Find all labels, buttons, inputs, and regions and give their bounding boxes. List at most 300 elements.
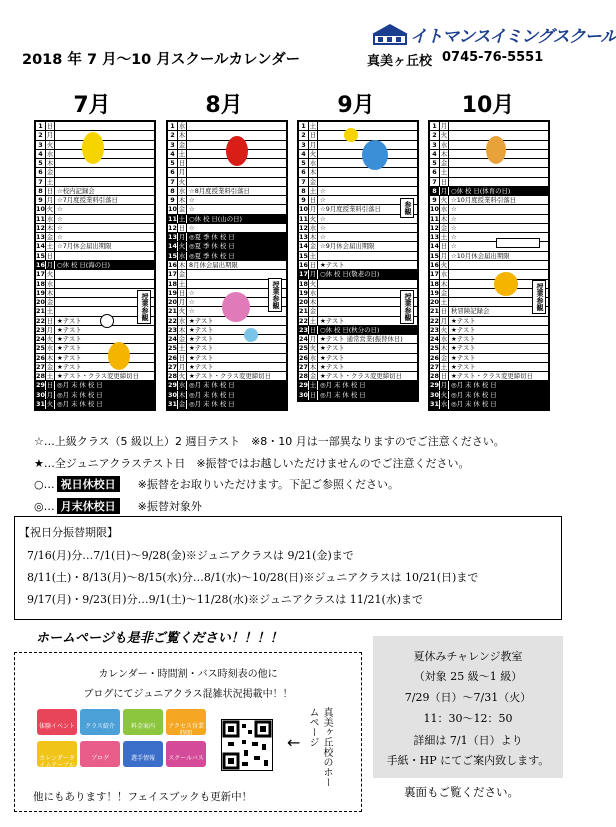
- promo-text-1: カレンダー・時間割・バス時刻表の他に: [98, 669, 278, 680]
- month-title-sep: 9月: [337, 93, 375, 118]
- calendar-day-row: [430, 400, 548, 409]
- weekday: 木: [178, 325, 186, 334]
- yellow-character-illustration: [494, 272, 518, 296]
- weekday: 火: [178, 307, 186, 316]
- calendar-day-row: [299, 159, 417, 168]
- day-note: ☆: [189, 196, 195, 205]
- day-number: 5: [299, 159, 309, 167]
- day-note: ☆: [189, 223, 195, 232]
- day-note: ☆: [320, 223, 326, 232]
- weekday: 木: [46, 288, 54, 297]
- day-note: ☆: [451, 214, 457, 223]
- day-note: ★テスト: [451, 362, 476, 371]
- weekday: 金: [178, 399, 186, 408]
- day-note: [56, 122, 154, 130]
- homepage-vertical-label: 真美ヶ丘校のホームページ: [307, 707, 332, 787]
- day-note: ◎月 末 休 校 日: [57, 399, 103, 408]
- calendar-day-row: [430, 335, 548, 344]
- day-number: 15: [299, 251, 308, 260]
- day-number: 27: [430, 362, 439, 371]
- day-number: 9: [430, 196, 440, 204]
- calendar-day-row: [299, 261, 417, 270]
- day-note: ☆10月休会届出期限: [451, 251, 510, 260]
- day-number: 18: [168, 279, 177, 288]
- weekday: 日: [46, 122, 54, 130]
- qr-code[interactable]: [221, 719, 273, 771]
- weekday: 木: [46, 159, 54, 168]
- calendar-day-row: [36, 242, 154, 251]
- homepage-link-icon[interactable]: クラス紹介: [80, 709, 120, 735]
- weekday: 木: [178, 131, 186, 140]
- day-number: 21: [299, 307, 308, 316]
- calendar-september: [297, 120, 419, 402]
- day-note: ◎夏 季 休 校 日: [189, 251, 235, 260]
- calendar-day-row: [299, 131, 417, 140]
- day-number: 3: [36, 141, 46, 149]
- day-number: 28: [168, 372, 177, 381]
- day-note: ☆: [451, 205, 457, 214]
- day-number: 15: [36, 251, 45, 260]
- weekday: 土: [178, 279, 186, 288]
- calendar-day-row: [430, 289, 548, 298]
- day-note: ◎月 末 休 校 日: [189, 381, 235, 390]
- weekday: 木: [46, 223, 54, 232]
- day-number: 22: [36, 316, 45, 325]
- calendar-day-row: [430, 307, 548, 316]
- homepage-link-icon[interactable]: 選手情報: [123, 741, 163, 767]
- calendar-day-row: [299, 150, 417, 159]
- observation-tag-august: 授業参観: [268, 278, 282, 312]
- calendar-day-row: [299, 326, 417, 335]
- calendar-day-row: [299, 354, 417, 363]
- calendar-day-row: [430, 122, 548, 131]
- day-number: 5: [36, 159, 46, 167]
- weekday: 火: [46, 399, 54, 408]
- day-number: 1: [168, 122, 178, 130]
- weekday: 水: [178, 251, 186, 260]
- day-number: 20: [299, 298, 308, 307]
- month-title-jul: 7月: [73, 93, 111, 118]
- day-number: 24: [168, 335, 177, 344]
- weekday: 火: [309, 279, 317, 288]
- day-number: 31: [36, 399, 45, 408]
- day-note: ◎夏 季 休 校 日: [189, 233, 235, 242]
- day-note: ◎月 末 休 校 日: [451, 399, 497, 408]
- day-note: ☆: [451, 242, 457, 251]
- weekday: 金: [309, 307, 317, 316]
- calendar-day-row: [36, 335, 154, 344]
- calendar-day-row: [430, 224, 548, 233]
- calendar-day-row: [36, 280, 154, 289]
- weekday: 土: [178, 344, 186, 353]
- calendar-day-row: [36, 261, 154, 270]
- day-number: 27: [168, 362, 177, 371]
- day-number: 7: [430, 178, 440, 186]
- day-number: 9: [36, 196, 46, 204]
- legend-4-note: ※振替対象外: [137, 500, 202, 513]
- day-note: ★テスト: [451, 335, 476, 344]
- calendar-day-row: [36, 122, 154, 131]
- summer-time: 11：30〜12：50: [423, 712, 513, 725]
- calendar-day-row: [36, 363, 154, 372]
- day-note: [188, 168, 286, 176]
- day-number: 17: [168, 270, 177, 279]
- calendar-day-row: [299, 187, 417, 196]
- weekday: 水: [309, 223, 317, 232]
- homepage-link-icon[interactable]: 料金案内: [123, 709, 163, 735]
- calendar-day-row: [299, 344, 417, 353]
- weekday: 火: [178, 177, 186, 186]
- day-note: [319, 178, 417, 186]
- blue-monster-illustration: [362, 140, 388, 170]
- weekday: 土: [309, 122, 317, 130]
- homepage-link-icon[interactable]: カレンダータイムテーブル: [37, 741, 77, 767]
- legend-3-note: ※振替をお取りいただけます。下記ご参照ください。: [137, 478, 399, 491]
- weekday: 水: [440, 205, 448, 214]
- day-number: 2: [430, 131, 440, 139]
- day-number: 22: [168, 316, 177, 325]
- day-note: ★テスト: [57, 335, 82, 344]
- weekday: 金: [178, 270, 186, 279]
- calendar-day-row: [299, 335, 417, 344]
- weekday: 土: [46, 372, 54, 381]
- weekday: 土: [309, 316, 317, 325]
- day-number: 21: [430, 307, 439, 316]
- weekday: 水: [309, 159, 317, 168]
- day-number: 22: [430, 316, 439, 325]
- back-side-note: 裏面もご覧ください。: [404, 785, 519, 799]
- day-number: 15: [168, 251, 177, 260]
- weekday: 火: [178, 372, 186, 381]
- calendar-day-row: [168, 122, 286, 131]
- day-number: 16: [36, 260, 45, 269]
- day-note: ☆: [189, 298, 195, 307]
- day-note: ☆: [57, 214, 63, 223]
- day-note: ☆: [189, 288, 195, 297]
- calendar-day-row: [299, 141, 417, 150]
- weekday: 日: [178, 223, 186, 232]
- weekday: 木: [178, 196, 186, 205]
- day-number: 4: [168, 150, 178, 158]
- day-note: [450, 261, 548, 269]
- day-note: ☆: [451, 223, 457, 232]
- day-note: ☆: [320, 186, 326, 195]
- weekday: 火: [440, 325, 448, 334]
- day-note: ○休 校 日(秋分の日): [320, 325, 380, 334]
- day-number: 2: [299, 131, 309, 139]
- weekday: 金: [309, 242, 317, 251]
- homepage-link-icon[interactable]: アクセス営業時間: [166, 709, 206, 735]
- day-note: [319, 252, 417, 260]
- day-note: [56, 178, 154, 186]
- calendar-day-row: [36, 391, 154, 400]
- weekday: 金: [46, 298, 54, 307]
- weekday: 金: [46, 362, 54, 371]
- day-number: 1: [36, 122, 46, 130]
- day-number: 3: [168, 141, 178, 149]
- orange-character-illustration: [486, 136, 506, 164]
- day-number: 12: [36, 223, 45, 232]
- day-number: 23: [430, 325, 439, 334]
- weekday: 金: [178, 205, 186, 214]
- weekday: 月: [309, 205, 317, 214]
- pink-monster-illustration: [222, 292, 250, 322]
- calendar-day-row: [36, 205, 154, 214]
- day-note: ☆: [189, 205, 195, 214]
- day-note: ☆8月度授業料引落日: [189, 186, 250, 195]
- calendar-day-row: [36, 215, 154, 224]
- weekday: 水: [440, 335, 448, 344]
- weekday: 月: [178, 233, 186, 242]
- weekday: 月: [440, 122, 448, 130]
- homepage-link-icon[interactable]: ブログ: [80, 741, 120, 767]
- day-note: [319, 122, 417, 130]
- day-number: 23: [168, 325, 177, 334]
- day-number: 12: [299, 223, 308, 232]
- weekday: 月: [440, 316, 448, 325]
- day-note: ☆: [320, 233, 326, 242]
- day-note: ☆: [320, 214, 326, 223]
- day-number: 21: [168, 307, 177, 316]
- weekday: 土: [178, 214, 186, 223]
- weekday: 月: [309, 270, 317, 279]
- day-number: 14: [430, 242, 439, 251]
- red-monster-illustration: [226, 136, 248, 166]
- calendar-day-row: [36, 381, 154, 390]
- page-header: [22, 48, 562, 72]
- summer-notice: 手紙・HP にてご案内致します。: [386, 754, 550, 767]
- weekday: 金: [46, 168, 54, 177]
- day-number: 18: [430, 279, 439, 288]
- weekday: 月: [309, 335, 317, 344]
- day-note: ☆: [57, 223, 63, 232]
- day-note: ☆7月休会届出期限: [57, 242, 112, 251]
- summer-detail: 詳細は 7/1（日）より: [413, 734, 523, 747]
- calendar-day-row: [36, 178, 154, 187]
- day-note: 秋冒険記録会: [451, 307, 490, 316]
- weekday: 金: [440, 223, 448, 232]
- makeup-line-3: 9/17(月)・9/23(日)分…9/1(土)〜11/28(水)※ジュニアクラスは 11/21(水)まで: [27, 593, 424, 606]
- calendar-day-row: [36, 196, 154, 205]
- calendar-day-row: [430, 363, 548, 372]
- day-note: ★テスト: [320, 344, 345, 353]
- phone-number: 0745-76-5551: [442, 50, 544, 65]
- calendar-day-row: [299, 168, 417, 177]
- calendar-day-row: [168, 215, 286, 224]
- day-number: 8: [299, 187, 309, 195]
- day-note: [188, 122, 286, 130]
- weekday: 水: [178, 316, 186, 325]
- day-number: 29: [430, 381, 439, 390]
- weekday: 月: [46, 260, 54, 269]
- day-note: ★テスト: [57, 316, 82, 325]
- day-note: ○休 校 日(山の日): [189, 214, 242, 223]
- day-number: 7: [36, 178, 46, 186]
- calendar-day-row: [36, 354, 154, 363]
- day-number: 31: [168, 399, 177, 408]
- day-number: 20: [168, 298, 177, 307]
- day-note: ◎月 末 休 校 日: [451, 381, 497, 390]
- day-number: 10: [168, 205, 177, 214]
- day-number: 26: [430, 353, 439, 362]
- day-note: [450, 178, 548, 186]
- qr-code-icon: [222, 720, 272, 770]
- day-number: 24: [430, 335, 439, 344]
- weekday: 金: [178, 140, 186, 149]
- weekday: 木: [440, 344, 448, 353]
- legend-4-prefix: ◎…: [34, 500, 55, 513]
- day-note: ★テスト: [57, 362, 82, 371]
- calendar-day-row: [430, 270, 548, 279]
- calendar-day-row: [299, 224, 417, 233]
- calendar-day-row: [168, 335, 286, 344]
- day-number: 11: [430, 214, 439, 223]
- month-title-aug: 8月: [205, 93, 243, 118]
- day-number: 21: [36, 307, 45, 316]
- day-number: 6: [430, 168, 440, 176]
- weekday: 土: [178, 149, 186, 158]
- weekday: 水: [178, 186, 186, 195]
- weekday: 木: [178, 260, 186, 269]
- weekday: 月: [440, 186, 448, 195]
- small-monster-illustration: [244, 328, 258, 342]
- calendar-day-row: [299, 363, 417, 372]
- weekday: 月: [440, 251, 448, 260]
- page-title: 2018 年 7 月〜10 月スクールカレンダー: [22, 52, 301, 68]
- day-number: 15: [430, 251, 439, 260]
- calendar-day-row: [168, 205, 286, 214]
- day-number: 2: [36, 131, 46, 139]
- weekday: 日: [46, 316, 54, 325]
- day-number: 4: [430, 150, 440, 158]
- monthend-closed-badge: 月末休校日: [57, 498, 120, 514]
- day-number: 29: [36, 381, 45, 390]
- day-number: 23: [36, 325, 45, 334]
- day-number: 30: [430, 390, 439, 399]
- weekday: 日: [440, 307, 448, 316]
- day-number: 7: [299, 178, 309, 186]
- weekday: 水: [440, 270, 448, 279]
- weekday: 日: [440, 372, 448, 381]
- calendar-day-row: [299, 391, 417, 400]
- day-number: 10: [299, 205, 308, 214]
- day-number: 29: [168, 381, 177, 390]
- day-number: 30: [168, 390, 177, 399]
- day-number: 28: [36, 372, 45, 381]
- day-number: 5: [168, 159, 178, 167]
- calendar-day-row: [299, 178, 417, 187]
- summer-challenge-box: [373, 636, 563, 778]
- homepage-link-icon[interactable]: スクールバス: [166, 741, 206, 767]
- day-number: 6: [299, 168, 309, 176]
- calendar-day-row: [430, 326, 548, 335]
- day-note: [56, 280, 154, 288]
- weekday: 水: [440, 399, 448, 408]
- homepage-promo-box: [14, 652, 362, 812]
- weekday: 土: [46, 177, 54, 186]
- day-note: ☆: [189, 307, 195, 316]
- summer-dates: 7/29（日）〜7/31（火）: [404, 691, 532, 704]
- calendar-day-row: [168, 131, 286, 140]
- makeup-line-2: 8/11(土)・8/13(月)〜8/15(水)分…8/1(水)〜10/28(日)※ジュニアクラスは 10/21(日)まで: [27, 571, 479, 584]
- makeup-deadline-box: [14, 516, 562, 620]
- calendar-day-row: [168, 187, 286, 196]
- day-note: ★テスト: [189, 344, 214, 353]
- day-note: ★テスト: [320, 316, 345, 325]
- day-number: 9: [168, 196, 178, 204]
- weekday: 日: [309, 196, 317, 205]
- calendar-day-row: [168, 326, 286, 335]
- weekday: 土: [440, 168, 448, 177]
- day-note: ★テスト: [189, 362, 214, 371]
- calendar-day-row: [430, 381, 548, 390]
- weekday: 日: [178, 159, 186, 168]
- observation-tag-sep-1: 参観: [400, 198, 414, 218]
- day-number: 11: [168, 214, 177, 223]
- weekday: 月: [178, 362, 186, 371]
- weekday: 土: [440, 362, 448, 371]
- weekday: 火: [440, 196, 448, 205]
- calendar-day-row: [36, 224, 154, 233]
- legend-line-1: ☆…上級クラス（5 級以上）2 週目テスト ※8・10 月は一部異なりますのでご注意ください。: [34, 435, 505, 448]
- weekday: 水: [46, 149, 54, 158]
- weekday: 金: [440, 159, 448, 168]
- weekday: 日: [309, 325, 317, 334]
- month-title-oct: 10月: [461, 93, 515, 118]
- day-number: 12: [430, 223, 439, 232]
- day-note: [319, 168, 417, 176]
- day-number: 13: [36, 233, 45, 242]
- weekday: 土: [440, 298, 448, 307]
- calendar-day-row: [168, 381, 286, 390]
- day-note: ☆: [57, 233, 63, 242]
- calendar-day-row: [430, 344, 548, 353]
- day-note: [56, 150, 154, 158]
- makeup-line-1: 7/16(月)分…7/1(日)〜9/28(金)※ジュニアクラスは 9/21(金)まで: [27, 549, 354, 562]
- weekday: 火: [440, 260, 448, 269]
- day-number: 6: [36, 168, 46, 176]
- day-note: ○休 校 日(体育の日): [451, 186, 511, 195]
- weekday: 土: [46, 307, 54, 316]
- homepage-link-icon[interactable]: 体験イベント: [37, 709, 77, 735]
- calendar-day-row: [430, 205, 548, 214]
- day-note: ◎月 末 休 校 日: [189, 390, 235, 399]
- day-number: 24: [36, 335, 45, 344]
- legend-line-2: ★…全ジュニアクラステスト日 ※振替ではお越しいただけませんのでご注意ください。: [34, 457, 470, 470]
- day-note: [56, 168, 154, 176]
- weekday: 水: [46, 344, 54, 353]
- day-note: ★テスト 通常営業(振替休日): [320, 335, 403, 344]
- day-number: 31: [430, 399, 439, 408]
- promo-text-2: ブログにてジュニアクラス混雑状況掲載中！！: [83, 689, 293, 700]
- weekday: 日: [309, 131, 317, 140]
- day-number: 19: [36, 288, 45, 297]
- weekday: 火: [46, 140, 54, 149]
- day-note: [56, 141, 154, 149]
- calendar-day-row: [299, 280, 417, 289]
- observation-tag-october: 授業参観: [532, 280, 546, 314]
- weekday: 日: [309, 260, 317, 269]
- day-number: 23: [299, 325, 308, 334]
- day-number: 11: [299, 214, 308, 223]
- day-number: 14: [168, 242, 177, 251]
- day-note: ◎月 末 休 校 日: [451, 390, 497, 399]
- day-number: 16: [168, 260, 177, 269]
- day-number: 1: [430, 122, 440, 130]
- day-number: 25: [36, 344, 45, 353]
- weekday: 火: [440, 390, 448, 399]
- calendar-day-row: [430, 178, 548, 187]
